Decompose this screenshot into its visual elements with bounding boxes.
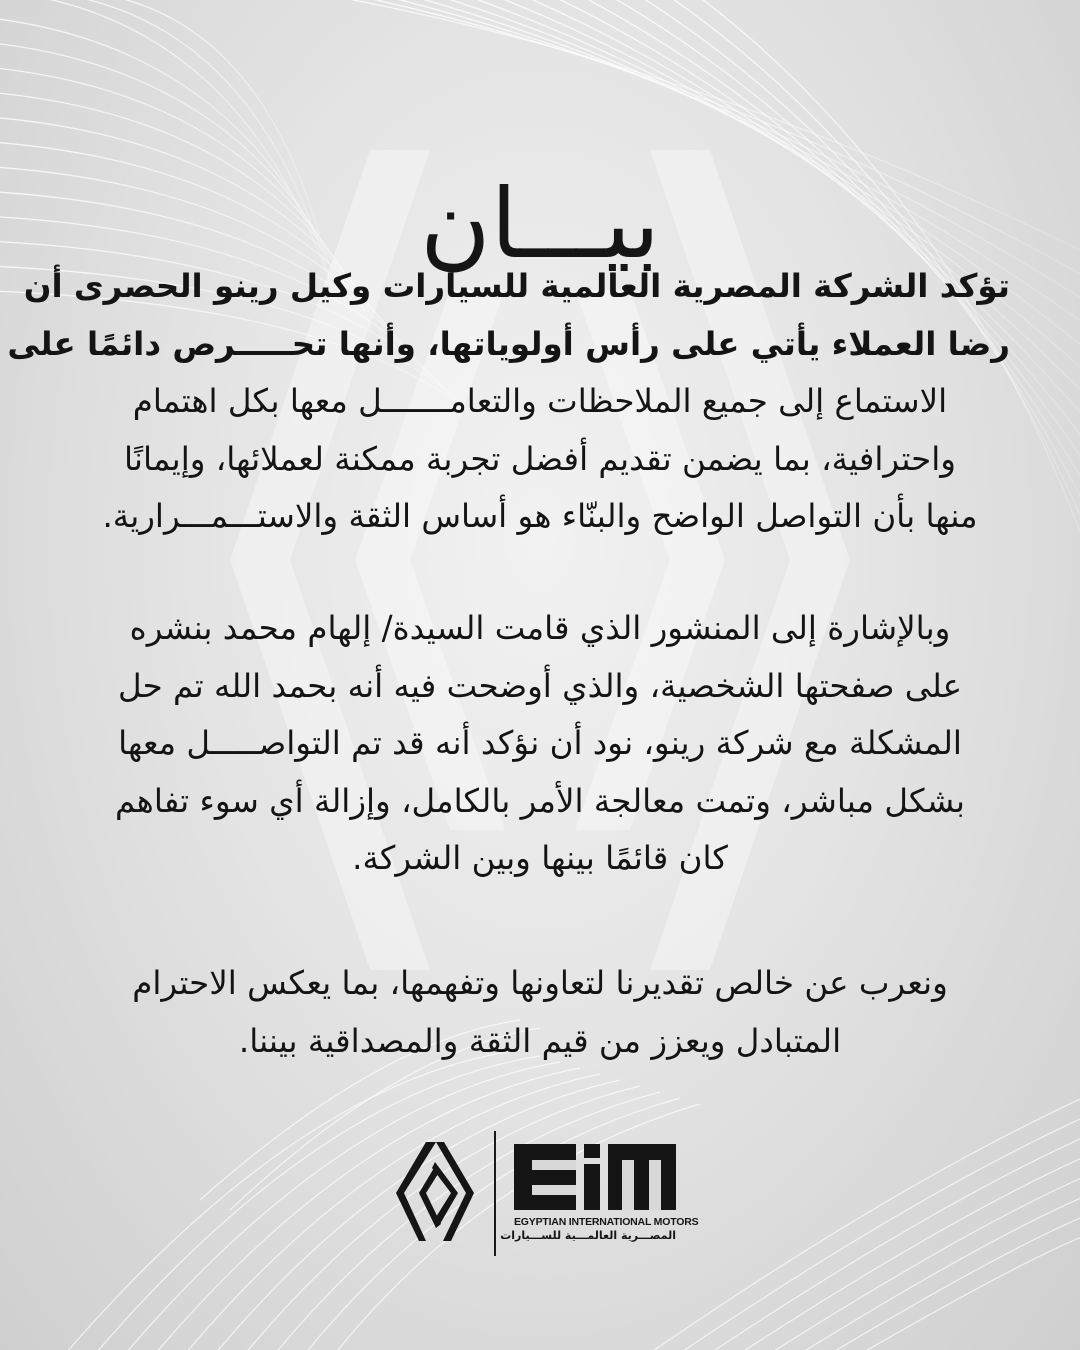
paragraph-3 <box>70 955 1010 1070</box>
eim-logo <box>500 1144 699 1242</box>
paragraph-line: على صفحتها الشخصية، والذي أوضحت فيه أنه بحمد الله تم حل <box>117 666 963 705</box>
paragraph-line: رضا العملاء يأتي على رأس أولوياتها، وأنها تحـــــرص دائمًا على <box>7 324 1010 363</box>
company-name-ar: المصـــرية العالمـــية للســـيارات <box>500 1229 676 1242</box>
page-title: بيـــان <box>420 168 660 281</box>
paragraph-2 <box>70 600 1010 888</box>
company-name-en: EGYPTIAN INTERNATIONAL MOTORS <box>514 1216 699 1228</box>
paragraph-line: بشكل مباشر، وتمت معالجة الأمر بالكامل، وإزالة أي سوء تفاهم <box>115 781 965 820</box>
paragraph-line: ونعرب عن خالص تقديرنا لتعاونها وتفهمها، بما يعكس الاحترام <box>132 964 948 1002</box>
paragraph-line: كان قائمًا بينها وبين الشركة. <box>352 839 728 877</box>
footer-logos <box>396 1128 698 1258</box>
paragraph-line: المتبادل ويعزز من قيم الثقة والمصداقية بيننا. <box>238 1021 842 1060</box>
paragraph-line: الاستماع إلى جميع الملاحظات والتعامـــــــل معها بكل اهتمام <box>132 382 948 420</box>
renault-diamond-icon <box>396 1142 474 1244</box>
paragraph-line: المشكلة مع شركة رينو، نود أن نؤكد أنه قد تم التواصـــــل معها <box>118 724 962 762</box>
paragraph-1 <box>7 258 1010 546</box>
paragraph-line: وبالإشارة إلى المنشور الذي قامت السيدة/ إلهام محمد بنشره <box>129 609 951 647</box>
paragraph-line: منها بأن التواصل الواضح والبنّاء هو أساس الثقة والاستـــمـــرارية. <box>102 497 978 535</box>
paragraph-line: تؤكد الشركة المصرية العالمية للسيارات وكيل رينو الحصرى أن <box>23 267 1010 305</box>
paragraph-line: واحترافية، بما يضمن تقديم أفضل تجربة ممكنة لعملائها، وإيمانًا <box>124 439 956 478</box>
eim-wordmark-icon <box>514 1144 676 1210</box>
logo-divider <box>494 1131 496 1256</box>
